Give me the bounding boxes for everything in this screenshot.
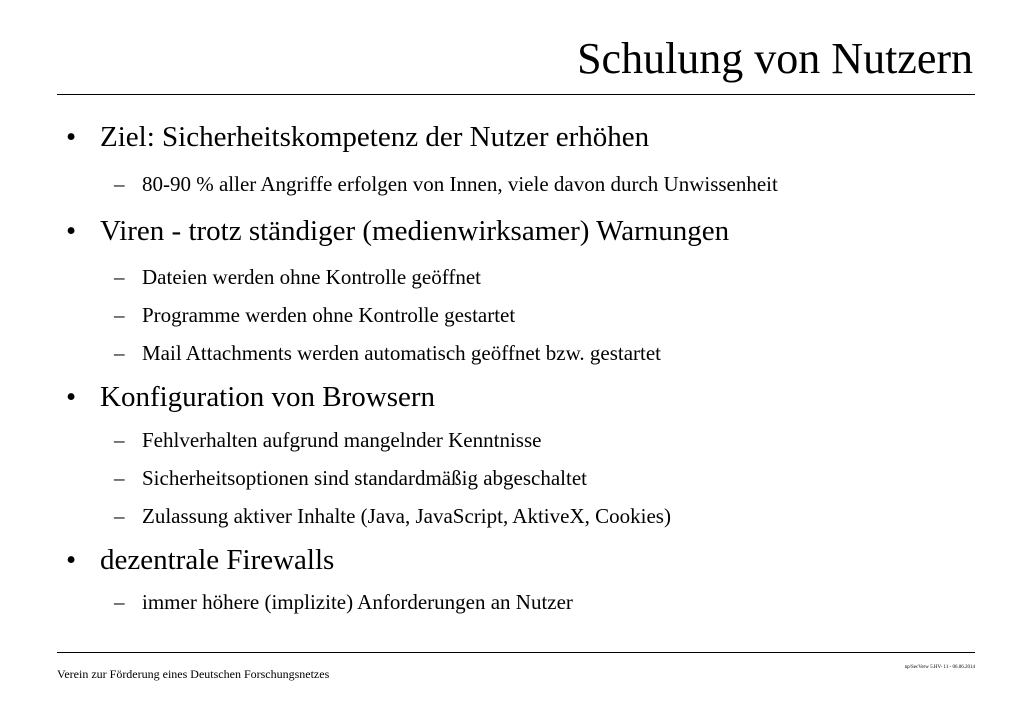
sub-bullet-text: Fehlverhalten aufgrund mangelnder Kenntnisse — [142, 428, 542, 452]
sub-bullet-marker: – — [114, 466, 125, 490]
bullet-text: Konfiguration von Browsern — [100, 381, 436, 413]
bullet-marker: • — [66, 544, 77, 576]
sub-bullet-text: immer höhere (implizite) Anforderungen an Nutzer — [142, 590, 573, 614]
sub-bullet-text: Mail Attachments werden automatisch geöffnet bzw. gestartet — [142, 341, 662, 365]
sub-bullet-marker: – — [114, 265, 125, 289]
sub-bullet-text: Sicherheitsoptionen sind standardmäßig abgeschaltet — [142, 466, 587, 490]
sub-bullet-marker: – — [114, 504, 125, 528]
bullet-text: Ziel: Sicherheitskompetenz der Nutzer erhöhen — [100, 121, 650, 153]
sub-bullet-marker: – — [114, 590, 125, 614]
footer-reference: np/SecVerw 5.HV- 11 - 06.06.2014 — [904, 665, 975, 670]
title-divider — [57, 94, 975, 95]
footer-divider — [57, 652, 975, 653]
sub-bullet-marker: – — [114, 172, 125, 196]
sub-bullet-text: Zulassung aktiver Inhalte (Java, JavaScript, AktiveX, Cookies) — [142, 504, 671, 528]
bullet-marker: • — [66, 215, 77, 247]
footer-organization: Verein zur Förderung eines Deutschen Forschungsnetzes — [57, 667, 330, 681]
bullet-marker: • — [66, 381, 77, 413]
bullet-text: dezentrale Firewalls — [100, 544, 335, 576]
bullet-marker: • — [66, 121, 77, 153]
sub-bullet-text: Dateien werden ohne Kontrolle geöffnet — [142, 265, 481, 289]
sub-bullet-marker: – — [114, 428, 125, 452]
bullet-text: Viren - trotz ständiger (medienwirksamer) Warnungen — [100, 215, 730, 247]
sub-bullet-text: Programme werden ohne Kontrolle gestartet — [142, 303, 516, 327]
sub-bullet-text: 80-90 % aller Angriffe erfolgen von Innen, viele davon durch Unwissenheit — [142, 172, 778, 196]
sub-bullet-marker: – — [114, 341, 125, 365]
slide-title: Schulung von Nutzern — [577, 34, 973, 83]
sub-bullet-marker: – — [114, 303, 125, 327]
